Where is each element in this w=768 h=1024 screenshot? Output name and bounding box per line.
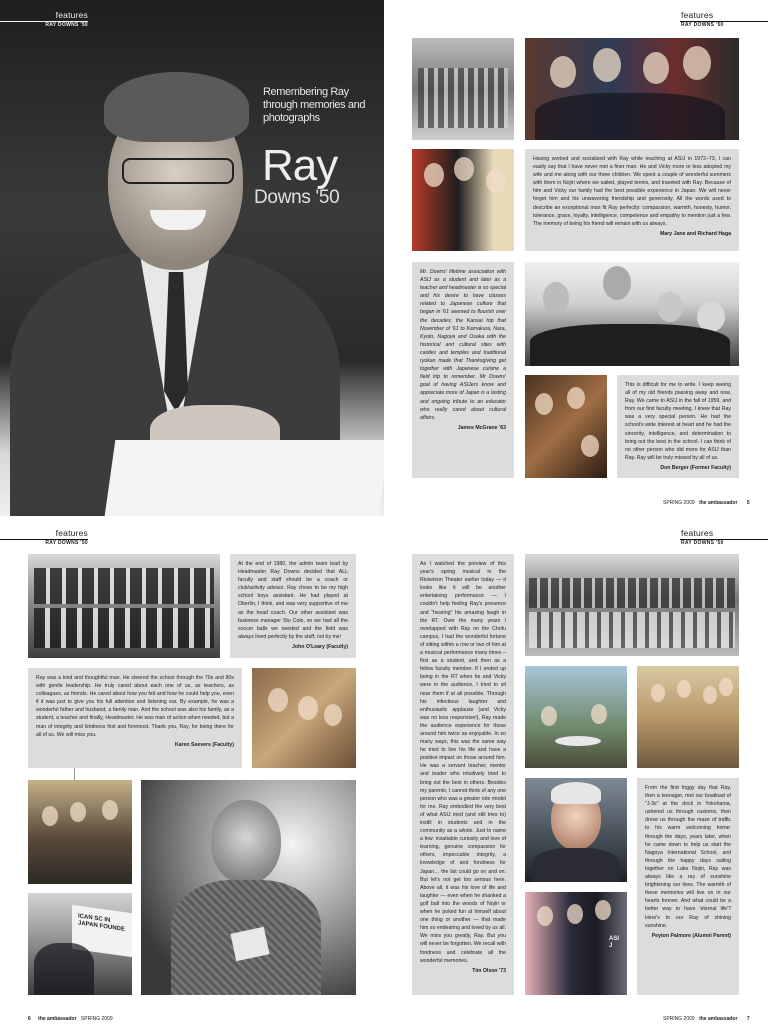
- photo-divider: [74, 768, 75, 780]
- tribute-author: John O'Leary (Faculty): [291, 643, 348, 650]
- page5-folio: [663, 500, 750, 506]
- folio-issue: SPRING 2009: [80, 1016, 113, 1022]
- summer-group-photo: [637, 666, 739, 768]
- trio-formal-photo: [412, 149, 514, 251]
- jersey-text: ASIJ: [609, 936, 620, 949]
- tribute-author: Don Berger (Former Faculty): [660, 464, 731, 471]
- tribute-author: Peyton Palmore (Alumni Parent): [651, 932, 731, 939]
- page4-section-tag: [28, 10, 88, 30]
- tribute-oleary: [230, 554, 356, 658]
- class-group-photo: [412, 38, 514, 140]
- section-sublabel: RAY DOWNS '50: [45, 540, 88, 546]
- sepia-children-photo: [252, 668, 356, 768]
- section-sublabel: RAY DOWNS '50: [681, 540, 724, 546]
- tribute-text: This is difficult for me to write. I keep seeing all of my old friends passing away and now, Ray. We came to ASIJ in the fall of 1959, and from our first faculty meeting, I knew that Ray was a very special person. He had the school's wide interest at heart and he had the sincerity, intelligence, and determination to bring out the best in the school. I can think of no other person who did more for ASIJ than Ray. Ray will be truly missed by all of us.: [625, 382, 731, 461]
- tribute-seevers: [28, 668, 242, 768]
- cover-subtitle: Remembering Ray through memories and photographs: [263, 86, 366, 124]
- tribute-text: As I watched the preview of this year's spring musical in the Ricketson Theater earlier today — it looks like it will be another entertaining performance — I couldn't help feeling Ray's presence and "hearing" his amazing laugh in the RT. Over the many years I overlapped with Ray on the Chofu campus, I had the wonderful fortune of sitting within a row or two of him at a musical performance many times – first as a student, and then as a fellow faculty member. If I ended up being in the RT when he and Vicky were in the audience, I tried to sit near them if at all possible. Through his infectious laughter and enthusiastic applause (and Vicky was no less responsive!), Ray made the audience experience for those around him twice as enjoyable. In so many ways, this was the same way he tried to live his life and have a positive impact on those around him. He was a servant teacher, mentor and leader who intuitively tried to bring out the best in others. Besides my parents, I cannot think of any one person who was a greater role model for me. Ray embodied the very best of what ASIJ tried (and still tries to) instill in students and in the community as a whole. Just to name a few: insatiable curiosity and love of learning, genuine compassion for others, impeccable integrity, a knowledge of and fondness for Japan… the list could go on and on. But let's not get too serious here. Above all, it was his love of life and laughter — even when he shanked a golf ball into the woods of Nojiri or when he poked fun at himself about one thing or another — that made him so endearing and loved by us all. We miss you greatly, Ray. But you will never be forgotten. We recall with fondness and celebrate all the wonderful memories.: [420, 561, 506, 964]
- section-sublabel: RAY DOWNS '50: [681, 22, 724, 28]
- page7-folio: [663, 1016, 750, 1022]
- page6-section-tag: [28, 528, 88, 548]
- page7-header-rule: [680, 539, 768, 540]
- tribute-text: Mr. Downs' lifetime association with ASIJ as a student and later as a teacher and headmaster is so special and his desire to have classes related to Japanese culture that began in '61 seemed to flourish over the decades; the Kansai trip that November of '61 to Kamakura, Nara, Kyoto, Nagoya and Osaka with the historical and cultural sites with castles and temples and traditional ryokan made that Thanksgiving get together with Japanese cuisine a field trip to remember. Mr Downs' goal of having ASIJers know and appreciate more of Japan is a lasting and ongoing tribute to an educator who really cared about cultural affairs.: [420, 269, 506, 421]
- tribute-haga: [525, 149, 739, 251]
- party-gathering-photo: [525, 375, 607, 478]
- page6-header-rule: [0, 539, 88, 540]
- folio-issue: SPRING 2009: [663, 500, 695, 506]
- tribute-author: Tim Olson '73: [472, 967, 506, 974]
- page5-header-rule: [680, 21, 768, 22]
- tribute-author: Karen Seevers (Faculty): [174, 741, 234, 748]
- ray-headshot-photo: [525, 778, 627, 882]
- tribute-mcgrane: [412, 262, 514, 478]
- outdoor-lunch-photo: [525, 666, 627, 768]
- tribute-olson: [412, 554, 514, 995]
- page5-section-tag: [681, 10, 724, 30]
- soccer-team-photo: [28, 554, 220, 658]
- tribute-author: James McGrane '63: [457, 424, 506, 431]
- folio-publication: the ambassador: [38, 1016, 77, 1022]
- page7-section-tag: [681, 528, 724, 548]
- tribute-author: Mary Jane and Richard Haga: [660, 230, 731, 237]
- tribute-text: At the end of 1980, the admin team lead by Headmaster Ray Downs decided that ALL faculty and staff should be a coach or club/activity advisor. Ray chose to be my high school boys assistant. He had played at Oberlin, I think, and was very supportive of me as the head coach. Our other assistant was business manager Stu Cole, so we had all the soccer balls we needed and the field was always lined perfectly by the staff, not by me!: [238, 561, 348, 640]
- section-sublabel: RAY DOWNS '50: [45, 22, 88, 28]
- portrait-hair: [104, 72, 249, 142]
- couple-event-photo: [28, 780, 132, 884]
- tribute-text: From the first foggy day that Ray, then a teenager, met our boatload of "J-3s" at the dock in Yokohama, ushered us through customs, then drove us through the maze of traffic to his warm welcoming home: through the days, years later, when he came down to help us start the Nagoya International School, and through the happy days sailing together on Lake Nojiri, Ray was always like a ray of sunshine brightening our lives. The warmth of these memories will live on in our hearts forever. And what could be a better way to have 'eternal life'? Here's to our Ray of shining sunshine.: [645, 785, 731, 929]
- folio-page-number: 7: [746, 1016, 750, 1022]
- school-banner-photo: [28, 893, 132, 995]
- section-label: features: [681, 528, 714, 538]
- section-label: features: [681, 10, 714, 20]
- four-colleagues-photo: [525, 262, 739, 366]
- tribute-palmore: [637, 778, 739, 995]
- cover-title-downs: Downs '50: [254, 187, 340, 208]
- folio-issue: SPRING 2009: [663, 1016, 695, 1022]
- page4-header-rule: [0, 21, 88, 22]
- boyhood-portrait-photo: [141, 780, 356, 995]
- tribute-text: Ray was a kind and thoughtful man. He steered the school through the 70s and 80s with gentle leadership. He truly cared about each one of us, as teachers, as colleagues, as friends. He cared about how you felt and how he could help you, even if it was just to give you his full attention and listening ear. By example, he was a wonderful father and husband; a family man. And the school was also his family, as a student, a teacher and finally, Headmaster. He was man of action when needed, but a man of integrity and kindness first and foremost. Thank you, Ray, for being there for all of us. We will miss you.: [36, 675, 234, 738]
- portrait-papers: [105, 440, 384, 516]
- tribute-text: Having worked and socialized with Ray while teaching at ASIJ in 1972–73, I can easily say that I have never met a finer man. He and Vicky more or less adopted my wife and me along with our three children. We spent a couple of wonderful summers with them in Nojiri where we sailed, played tennis, and traveled with Ray. Because of him and Vicky our family had the best possible experience in Japan. We will never forget him and his unwavering friendship and generosity. All the words used to describe an exceptional man fit Ray perfectly: compassion, warmth, honesty, humor, tolerance, grace, loyalty, intelligence, competence and empathy to mention just a few. The memory of being his friend will remain with us always.: [533, 156, 731, 227]
- banner-text: ICAN SC IN JAPAN FOUNDE: [78, 913, 125, 933]
- page6-folio: [28, 1016, 113, 1022]
- kimono-trio-photo: [525, 892, 627, 995]
- folio-publication: the ambassador: [699, 500, 738, 506]
- cover-portrait-photo: [0, 0, 384, 516]
- section-label: features: [55, 10, 88, 20]
- four-friends-photo: [525, 38, 739, 140]
- folio-publication: the ambassador: [699, 1016, 738, 1022]
- tribute-berger: [617, 375, 739, 478]
- folio-page-number: 6: [28, 1016, 31, 1022]
- faculty-group-photo: [525, 554, 739, 656]
- cover-title-ray: Ray: [262, 141, 338, 190]
- folio-page-number: 5: [746, 500, 750, 506]
- section-label: features: [55, 528, 88, 538]
- portrait-glasses: [122, 158, 234, 184]
